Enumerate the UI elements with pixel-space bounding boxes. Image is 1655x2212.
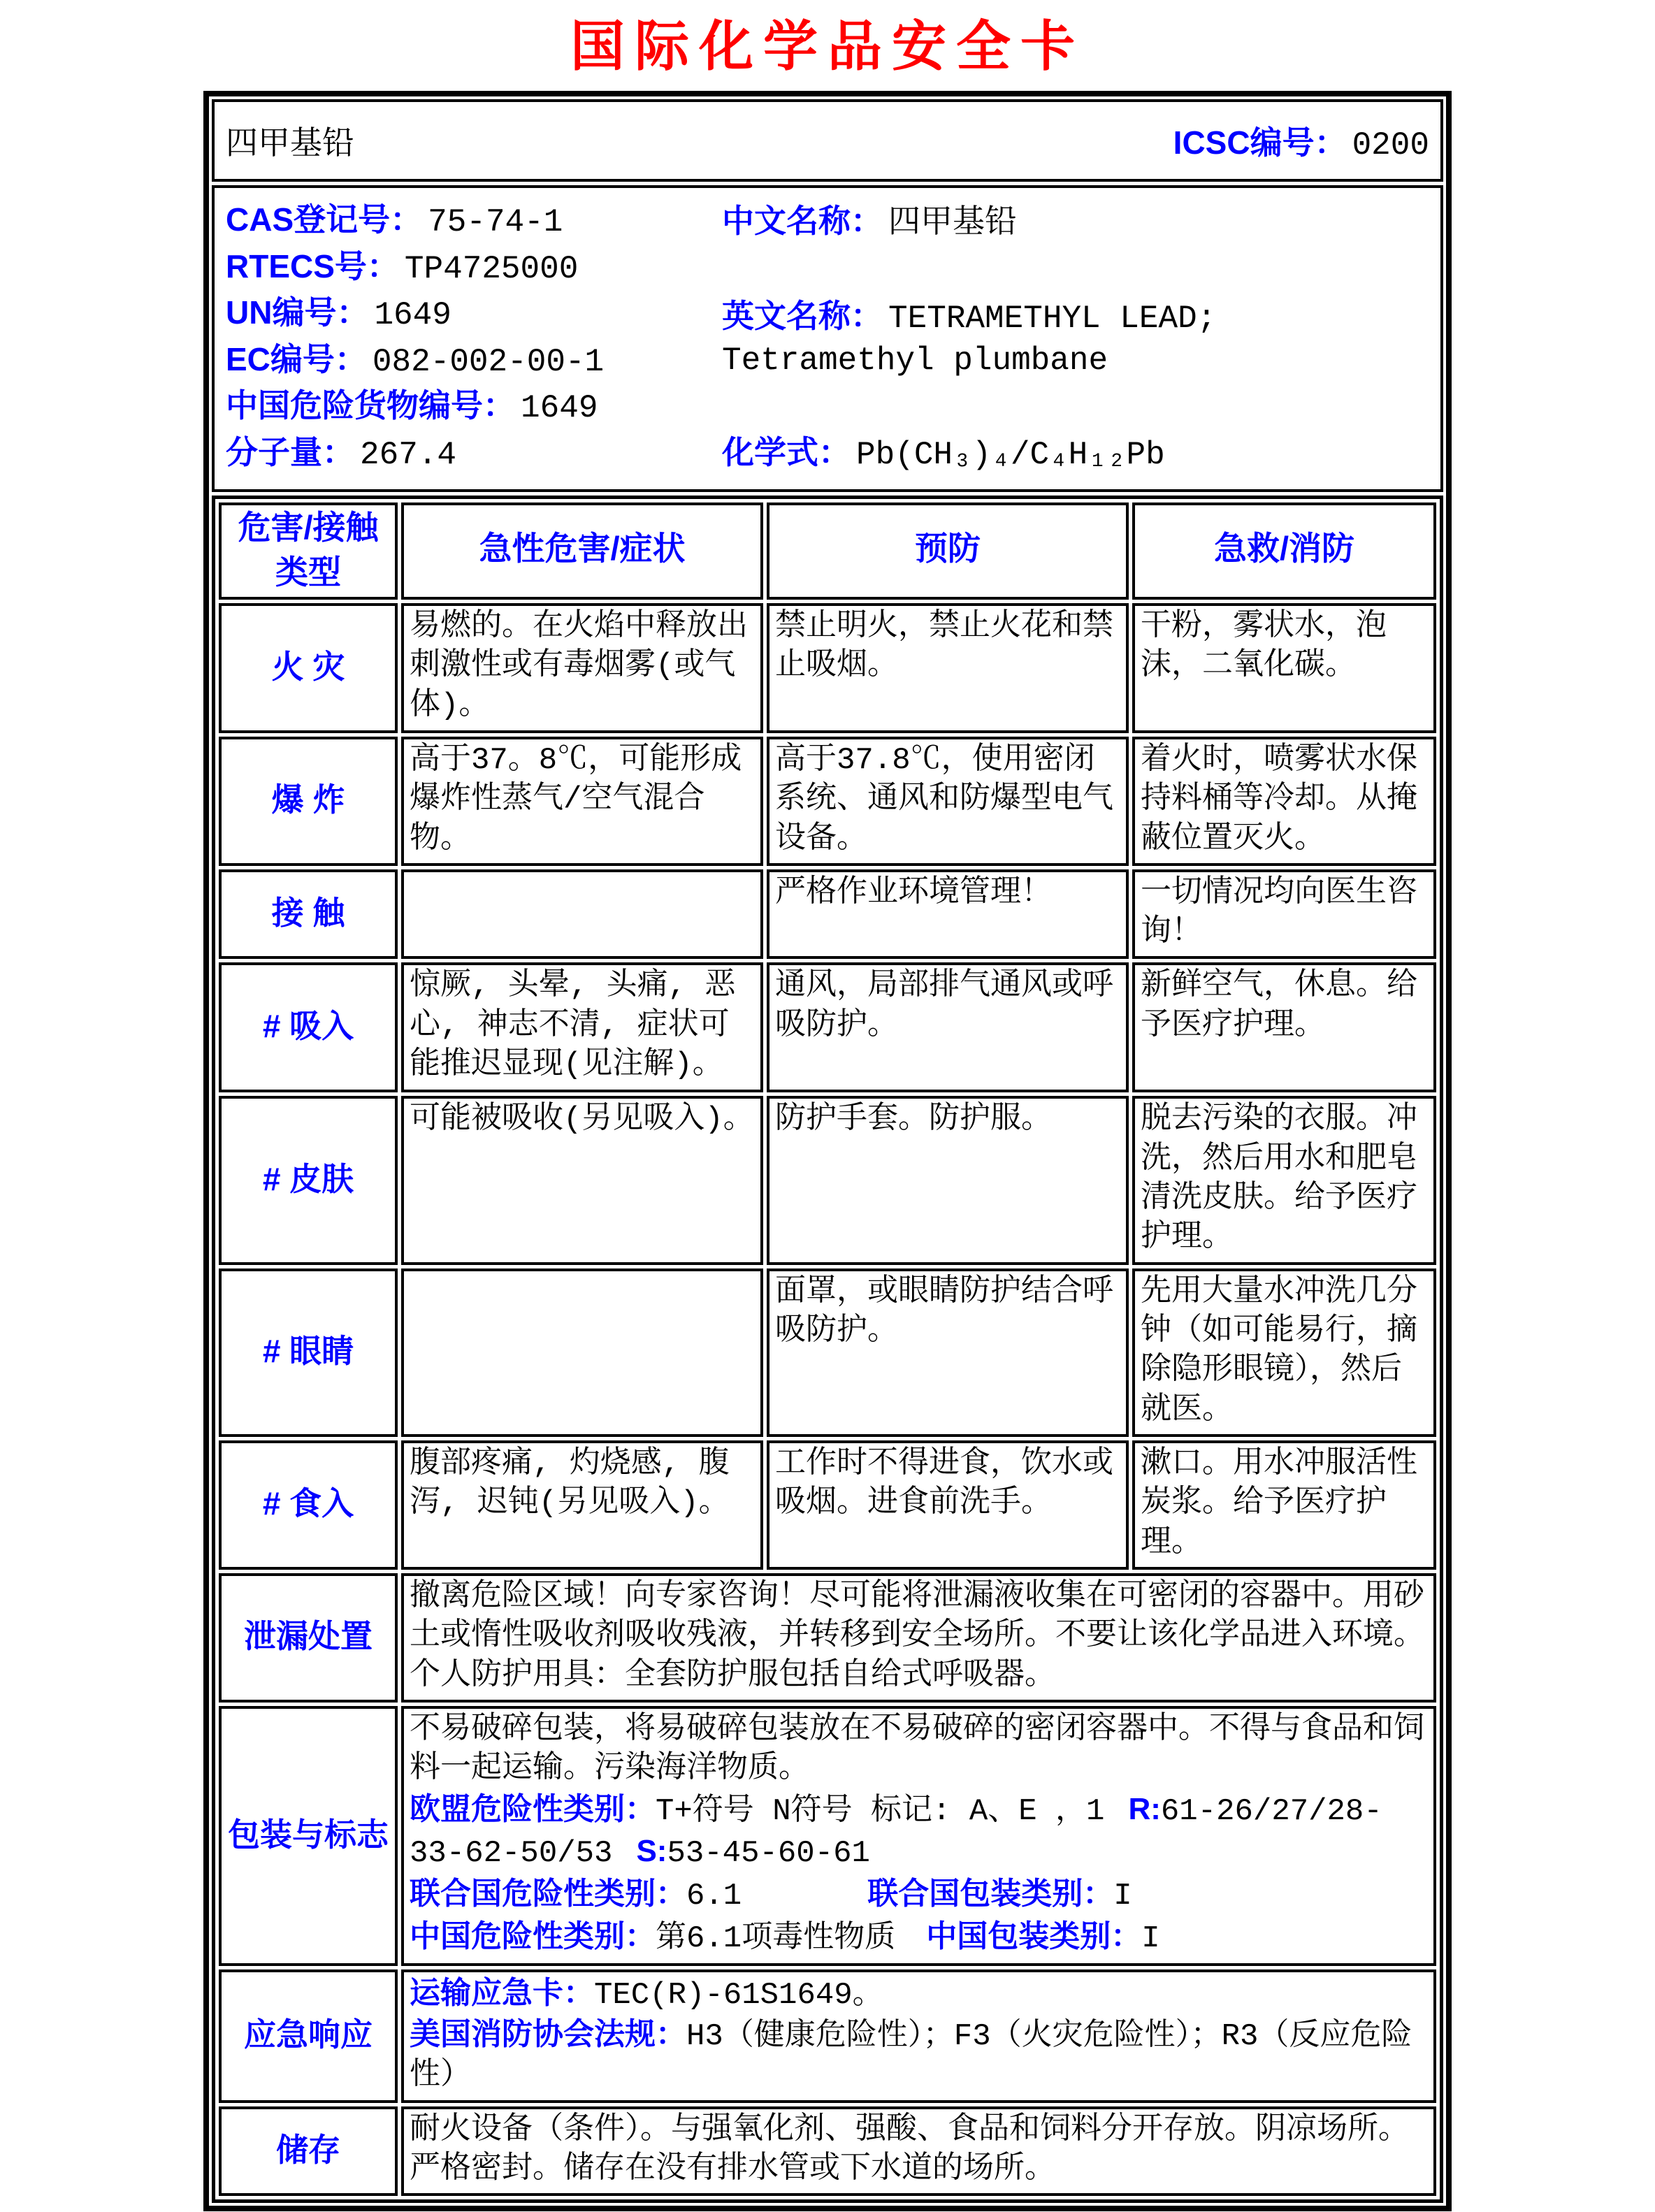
icsc-number-label: ICSC编号： — [1173, 124, 1347, 161]
row-eyes-label: # 眼睛 — [219, 1268, 398, 1437]
nfpa-label: 美国消防协会法规： — [410, 2017, 686, 2052]
inhalation-symptoms: 惊厥, 头晕, 头痛, 恶心, 神志不清, 症状可能推迟显现(见注解)。 — [401, 962, 763, 1092]
mol-weight-value: 267.4 — [360, 436, 457, 473]
cas-value: 75-74-1 — [428, 204, 563, 240]
row-ingestion-label: # 食入 — [219, 1440, 398, 1570]
fire-first-aid: 干粉，雾状水，泡沫，二氧化碳。 — [1132, 603, 1436, 733]
packaging-intro: 不易破碎包装，将易破碎包装放在不易破碎的密闭容器中。不得与食品和饲料一起运输。污染海洋物质。 — [410, 1712, 1424, 1787]
icsc-number — [1173, 117, 1429, 164]
s-phrases-value: 53-45-60-61 — [667, 1835, 870, 1871]
hazard-table — [212, 496, 1443, 2203]
rtecs-label: RTECS号： — [226, 247, 399, 284]
row-emergency-label: 应急响应 — [219, 1969, 398, 2103]
row-fire — [219, 603, 1436, 733]
cn-class-label: 中国危险性类别： — [410, 1919, 656, 1954]
s-phrases-label: S: — [636, 1833, 667, 1868]
header-row — [219, 503, 1436, 600]
identifier-cn-name — [722, 201, 1429, 245]
row-packaging — [219, 1706, 1436, 1966]
identifier-ec — [226, 338, 722, 384]
row-explosion — [219, 737, 1436, 866]
identifiers-section — [212, 185, 1443, 492]
identifier-cas — [226, 198, 722, 245]
row-explosion-label: 爆 炸 — [219, 737, 398, 866]
row-spill — [219, 1573, 1436, 1703]
col-header-first-aid: 急救/消防 — [1132, 503, 1436, 600]
exposure-first-aid: 一切情况均向医生咨询！ — [1132, 869, 1436, 960]
eu-class-label: 欧盟危险性类别： — [410, 1792, 656, 1827]
row-packaging-label: 包装与标志 — [219, 1706, 398, 1966]
cas-label: CAS登记号： — [226, 201, 423, 238]
row-fire-label: 火 灾 — [219, 603, 398, 733]
un-class-value: 6.1 — [686, 1879, 742, 1914]
identifier-rtecs — [226, 245, 722, 291]
explosion-prevention: 高于37.8℃，使用密闭系统、通风和防爆型电气设备。 — [767, 737, 1129, 866]
identifier-un — [226, 291, 722, 338]
packaging-cell — [401, 1706, 1436, 1966]
inhalation-prevention: 通风，局部排气通风或呼吸防护。 — [767, 962, 1129, 1092]
chemical-name: 四甲基铅 — [226, 127, 354, 164]
icsc-number-value: 0200 — [1352, 127, 1429, 164]
cn-name-value: 四甲基铅 — [888, 205, 1017, 242]
ec-label: EC编号： — [226, 340, 367, 377]
fire-prevention: 禁止明火，禁止火花和禁止吸烟。 — [767, 603, 1129, 733]
row-emergency — [219, 1969, 1436, 2103]
ingestion-first-aid: 漱口。用水冲服活性炭浆。给予医疗护理。 — [1132, 1440, 1436, 1570]
un-label: UN编号： — [226, 294, 369, 331]
eyes-symptoms — [401, 1268, 763, 1437]
row-exposure-label: 接 触 — [219, 869, 398, 960]
un-class-label: 联合国危险性类别： — [410, 1877, 686, 1911]
col-header-symptoms: 急性危害/症状 — [401, 503, 763, 600]
cn-name-label: 中文名称： — [722, 203, 883, 239]
emergency-cell — [401, 1969, 1436, 2103]
cn-pack-label: 中国包装类别： — [926, 1919, 1142, 1954]
row-skin-label: # 皮肤 — [219, 1096, 398, 1264]
emergency-nfpa-line — [410, 2015, 1428, 2096]
fire-symptoms: 易燃的。在火焰中释放出刺激性或有毒烟雾(或气体)。 — [401, 603, 763, 733]
identifier-formula — [722, 432, 1429, 477]
eyes-first-aid: 先用大量水冲洗几分钟（如可能易行，摘除隐形眼镜），然后就医。 — [1132, 1268, 1436, 1437]
identifier-mol-weight — [226, 431, 722, 477]
eyes-prevention: 面罩，或眼睛防护结合呼吸防护。 — [767, 1268, 1129, 1437]
china-dg-value: 1649 — [521, 390, 598, 427]
row-storage — [219, 2106, 1436, 2197]
row-eyes — [219, 1268, 1436, 1437]
identifier-en-name — [722, 296, 1429, 382]
skin-prevention: 防护手套。防护服。 — [767, 1096, 1129, 1264]
emergency-tec-line — [410, 1974, 1428, 2015]
icsc-card — [203, 91, 1452, 2211]
exposure-prevention: 严格作业环境管理！ — [767, 869, 1129, 960]
col-header-hazard-type: 危害/接触类型 — [219, 503, 398, 600]
en-name-value: TETRAMETHYL LEAD; Tetramethyl plumbane — [722, 300, 1217, 379]
row-inhalation-label: # 吸入 — [219, 962, 398, 1092]
skin-symptoms: 可能被吸收(另见吸入)。 — [401, 1096, 763, 1264]
cn-class-value: 第6.1项毒性物质 — [656, 1921, 896, 1957]
spill-text: 撤离危险区域！向专家咨询！尽可能将泄漏液收集在可密闭的容器中。用砂土或惰性吸收剂吸收残液，并转移到安全场所。不要让该化学品进入环境。个人防护用具：全套防护服包括自给式呼吸器。 — [401, 1573, 1436, 1703]
row-spill-label: 泄漏处置 — [219, 1573, 398, 1703]
storage-text: 耐火设备（条件）。与强氧化剂、强酸、食品和饲料分开存放。阴凉场所。严格密封。储存在没有排水管或下水道的场所。 — [401, 2106, 1436, 2197]
mol-weight-label: 分子量： — [226, 433, 354, 470]
inhalation-first-aid: 新鲜空气，休息。给予医疗护理。 — [1132, 962, 1436, 1092]
explosion-symptoms: 高于37。8℃，可能形成爆炸性蒸气/空气混合物。 — [401, 737, 763, 866]
row-ingestion — [219, 1440, 1436, 1570]
packaging-cn-line — [410, 1917, 1428, 1958]
identifiers-right-column — [722, 198, 1429, 477]
tec-value: TEC(R)-61S1649。 — [594, 1977, 883, 2013]
ingestion-prevention: 工作时不得进食，饮水或吸烟。进食前洗手。 — [767, 1440, 1129, 1570]
rtecs-value: TP4725000 — [404, 250, 579, 287]
formula-label: 化学式： — [722, 434, 851, 471]
skin-first-aid: 脱去污染的衣服。冲洗，然后用水和肥皂清洗皮肤。给予医疗护理。 — [1132, 1096, 1436, 1264]
un-value: 1649 — [374, 297, 451, 334]
exposure-symptoms — [401, 869, 763, 960]
formula-value: Pb(CH₃)₄/C₄H₁₂Pb — [856, 437, 1165, 474]
explosion-first-aid: 着火时，喷雾状水保持料桶等冷却。从掩蔽位置灭火。 — [1132, 737, 1436, 866]
china-dg-label: 中国危险货物编号： — [226, 387, 515, 424]
row-exposure — [219, 869, 1436, 960]
row-inhalation — [219, 962, 1436, 1092]
r-phrases-value: 61-26/27/28-33-62-50/53 — [410, 1794, 1382, 1871]
eu-class-value: T+符号 N符号 标记: A、E ，1 — [656, 1794, 1105, 1830]
identifier-china-dg — [226, 384, 722, 431]
ingestion-symptoms: 腹部疼痛, 灼烧感, 腹泻, 迟钝(另见吸入)。 — [401, 1440, 763, 1570]
tec-label: 运输应急卡： — [410, 1975, 594, 2010]
row-storage-label: 储存 — [219, 2106, 398, 2197]
nfpa-value: H3（健康危险性）；F3（火灾危险性）；R3（反应危险性） — [410, 2019, 1412, 2094]
name-header — [212, 99, 1443, 182]
row-skin — [219, 1096, 1436, 1264]
un-pack-value: I — [1113, 1879, 1132, 1914]
identifiers-left-column — [226, 198, 722, 477]
packaging-eu-line — [410, 1790, 1428, 1873]
cn-pack-value: I — [1141, 1921, 1160, 1957]
r-phrases-label: R: — [1128, 1792, 1161, 1827]
en-name-label: 英文名称： — [722, 297, 883, 334]
col-header-prevention: 预防 — [767, 503, 1129, 600]
un-pack-label: 联合国包装类别： — [867, 1877, 1114, 1911]
page-title: 国际化学品安全卡 — [570, 15, 1085, 77]
ec-value: 082-002-00-1 — [372, 343, 605, 380]
packaging-un-line — [410, 1874, 1428, 1916]
